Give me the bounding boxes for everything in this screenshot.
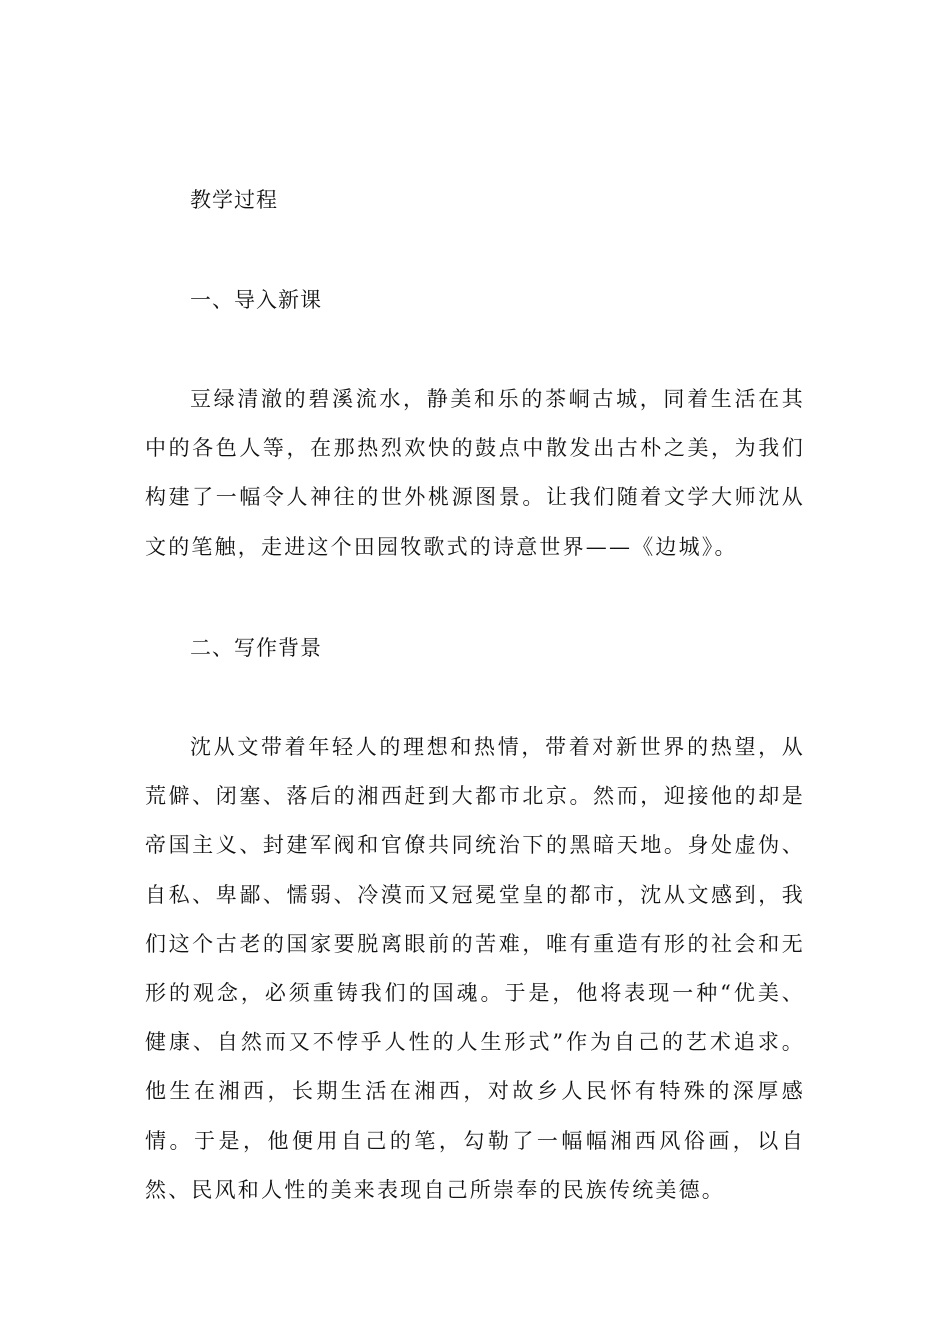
document-title: 教学过程 — [190, 188, 278, 212]
section-heading-intro: 一、导入新课 — [190, 288, 322, 312]
section-paragraph-background: 沈从文带着年轻人的理想和热情，带着对新世界的热望，从荒僻、闭塞、落后的湘西赶到大都市北京。然而，迎接他的却是帝国主义、封建军阀和官僚共同统治下的黑暗天地。身处虚伪、自私、卑鄙、懦弱、冷漠而又冠冕堂皇的都市，沈从文感到，我们这个古老的国家要脱离眼前的苦难，唯有重造有形的社会和无形的观念，必须重铸我们的国魂。于是，他将表现一种“优美、健康、自然而又不悖乎人性的人生形式”作为自己的艺术追求。他生在湘西，长期生活在湘西，对故乡人民怀有特殊的深厚感情。于是，他便用自己的笔，勾勒了一幅幅湘西风俗画，以自然、民风和人性的美来表现自己所崇奉的民族传统美德。 — [145, 735, 805, 1202]
section-heading-background: 二、写作背景 — [190, 636, 322, 660]
section-paragraph-intro: 豆绿清澈的碧溪流水，静美和乐的茶峒古城，同着生活在其中的各色人等，在那热烈欢快的鼓点中散发出古朴之美，为我们构建了一幅令人神往的世外桃源图景。让我们随着文学大师沈从文的笔触，走进这个田园牧歌式的诗意世界——《边城》。 — [145, 387, 805, 559]
